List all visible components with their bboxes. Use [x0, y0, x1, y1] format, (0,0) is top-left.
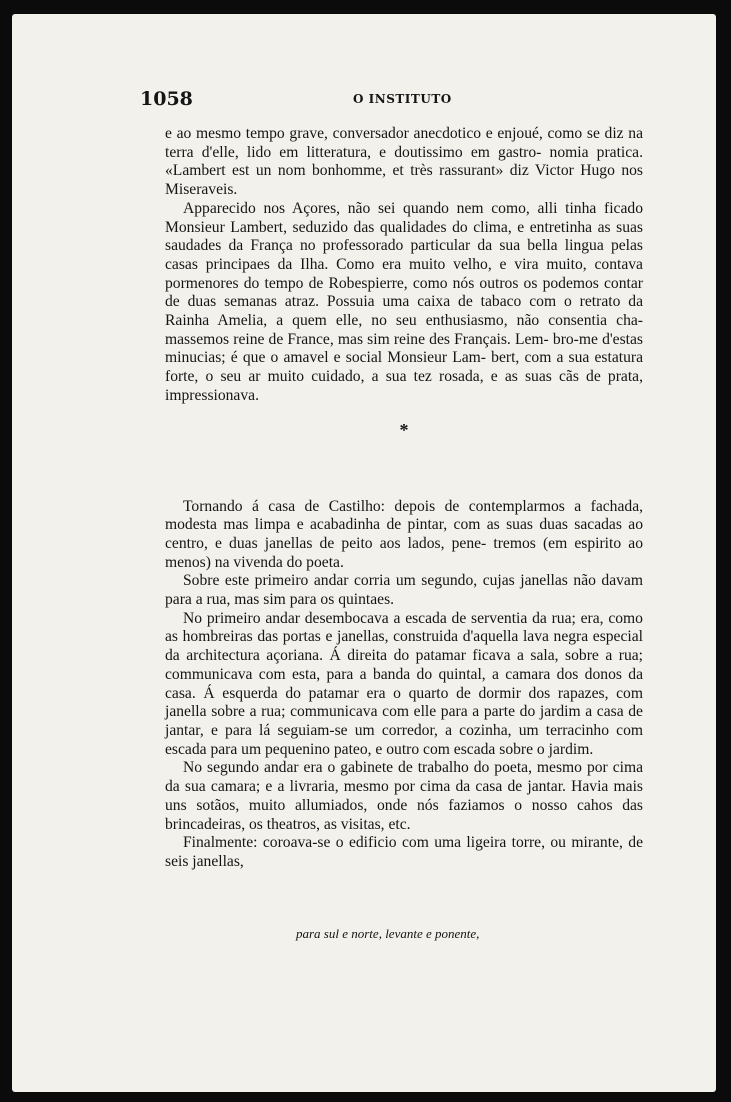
paragraph: Tornando á casa de Castilho: depois de contemplarmos a fachada, modesta mas limpa e acabadinha de pintar, com as suas duas sacadas ao centro, e duas janellas de peito aos lados, pene- tremos (em espirito ao menos) na vivenda do poeta.: [165, 497, 644, 571]
paragraph: Sobre este primeiro andar corria um segundo, cujas janellas não davam para a rua, mas sim para os quintaes.: [165, 572, 643, 609]
page-number: 1058: [140, 88, 193, 110]
paragraph: e ao mesmo tempo grave, conversador anecdotico e enjoué, como se diz na terra d'elle, lido em litteratura, e doutissimo em gastro- nomia pratica. «Lambert est un nom bonhomme, et très rassurant» diz Victor Hugo nos Miseraveis.: [165, 125, 644, 199]
section-separator: *: [399, 419, 409, 440]
paragraph: No segundo andar era o gabinete de trabalho do poeta, mesmo por cima da sua camara; e a livraria, mesmo por cima da casa de jantar. Havia mais uns sotãos, muito allumiados, onde nós faziamos o nosso cahos das brincadeiras, os theatros, as visitas, etc.: [165, 759, 643, 833]
paragraph: No primeiro andar desembocava a escada de serventia da rua; era, como as hombreiras das portas e janellas, construida d'aquella lava negra especial da architectura açoriana. Á direita do patamar ficava a sala, sobre a rua; communicava com esta, para a banda do quintal, a camara dos donos da casa. Á esquerda do patamar era o quarto de dormir dos rapazes, com janella sobre a rua; communicava com elle para a parte do jardim a casa de jantar, e para lá seguiam-se um corredor, a cozinha, um terracinho com escada para um pequenino pateo, e outro com escada sobre o jardim.: [165, 609, 644, 758]
paragraph: Apparecido nos Açores, não sei quando nem como, alli tinha ficado Monsieur Lambert, seduzido das qualidades do clima, e entretinha as suas saudades da França no professorado particular da sua bella lingua pelas casas principaes da Ilha. Como era muito velho, e vira muito, contava pormenores do tempo de Robespierre, como nós outros os podemos contar de duas semanas atraz. Possuia uma caixa de tabaco com o retrato da Rainha Amelia, a quem elle, no seu enthusiasmo, não consentia cha- massemos reine de France, mas sim reine des Français. Lem- bro-me d'estas minucias; é que o amavel e social Monsieur Lam- bert, com a sua estatura forte, o seu ar muito cuidado, a sua tez rosada, e as suas cãs de prata, impressionava.: [165, 199, 643, 404]
running-header: [12, 86, 716, 116]
paragraph: Finalmente: coroava-se o edificio com uma ligeira torre, ou mirante, de seis janellas,: [165, 834, 643, 870]
running-title: O INSTITUTO: [353, 92, 452, 106]
book-page: [12, 14, 716, 1092]
body-text: [165, 125, 643, 872]
verse-line: para sul e norte, levante e ponente,: [296, 926, 480, 941]
